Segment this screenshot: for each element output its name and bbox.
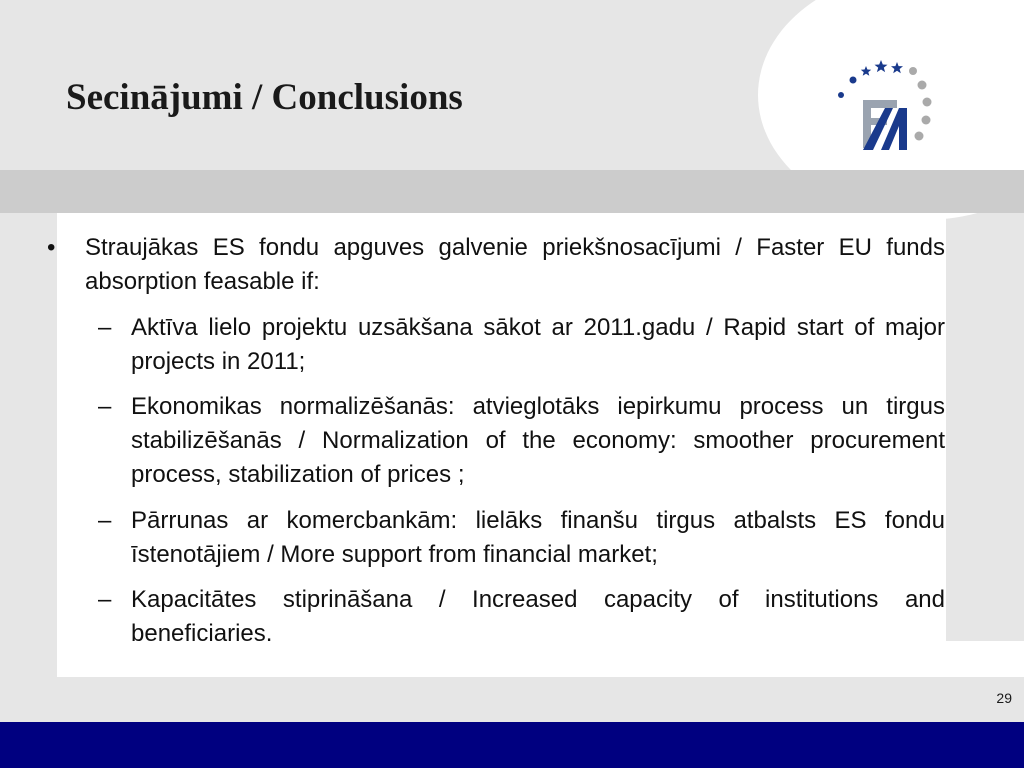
sub-bullet-2 [98, 390, 945, 492]
dash-symbol: – [98, 586, 112, 613]
sub-bullet-text: Kapacitātes stiprināšana / Increased capacity of institutions and beneficiaries. [131, 586, 945, 647]
sub-bullet-text: Pārrunas ar komercbankām: lielāks finanšu tirgus atbalsts ES fondu īstenotājiem / More support from financial market; [131, 507, 945, 568]
header-band [0, 170, 1024, 213]
slide-title: Secinājumi / Conclusions [66, 77, 463, 118]
dash-symbol: – [98, 393, 112, 420]
dash-symbol: – [98, 314, 112, 341]
main-bullet-text: Straujākas ES fondu apguves galvenie priekšnosacījumi / Faster EU funds absorption feasable if: [85, 234, 945, 295]
lower-margin [0, 677, 1024, 722]
main-bullet [47, 231, 945, 299]
sub-bullet-4 [98, 583, 945, 651]
sub-bullet-3 [98, 504, 945, 572]
sub-bullet-text: Ekonomikas normalizēšanās: atvieglotāks iepirkumu process un tirgus stabilizēšanās / Normalization of the economy: smoother procurement process, stabilization of prices ; [131, 393, 945, 488]
bullet-symbol: • [47, 234, 56, 261]
page-number: 29 [996, 690, 1012, 706]
sub-bullet-1 [98, 311, 945, 379]
content-panel-extension [946, 641, 1024, 677]
sub-bullet-text: Aktīva lielo projektu uzsākšana sākot ar 2011.gadu / Rapid start of major projects in 2011; [131, 314, 945, 375]
fm-logo-icon [833, 58, 943, 158]
dash-symbol: – [98, 507, 112, 534]
footer-bar [0, 722, 1024, 768]
